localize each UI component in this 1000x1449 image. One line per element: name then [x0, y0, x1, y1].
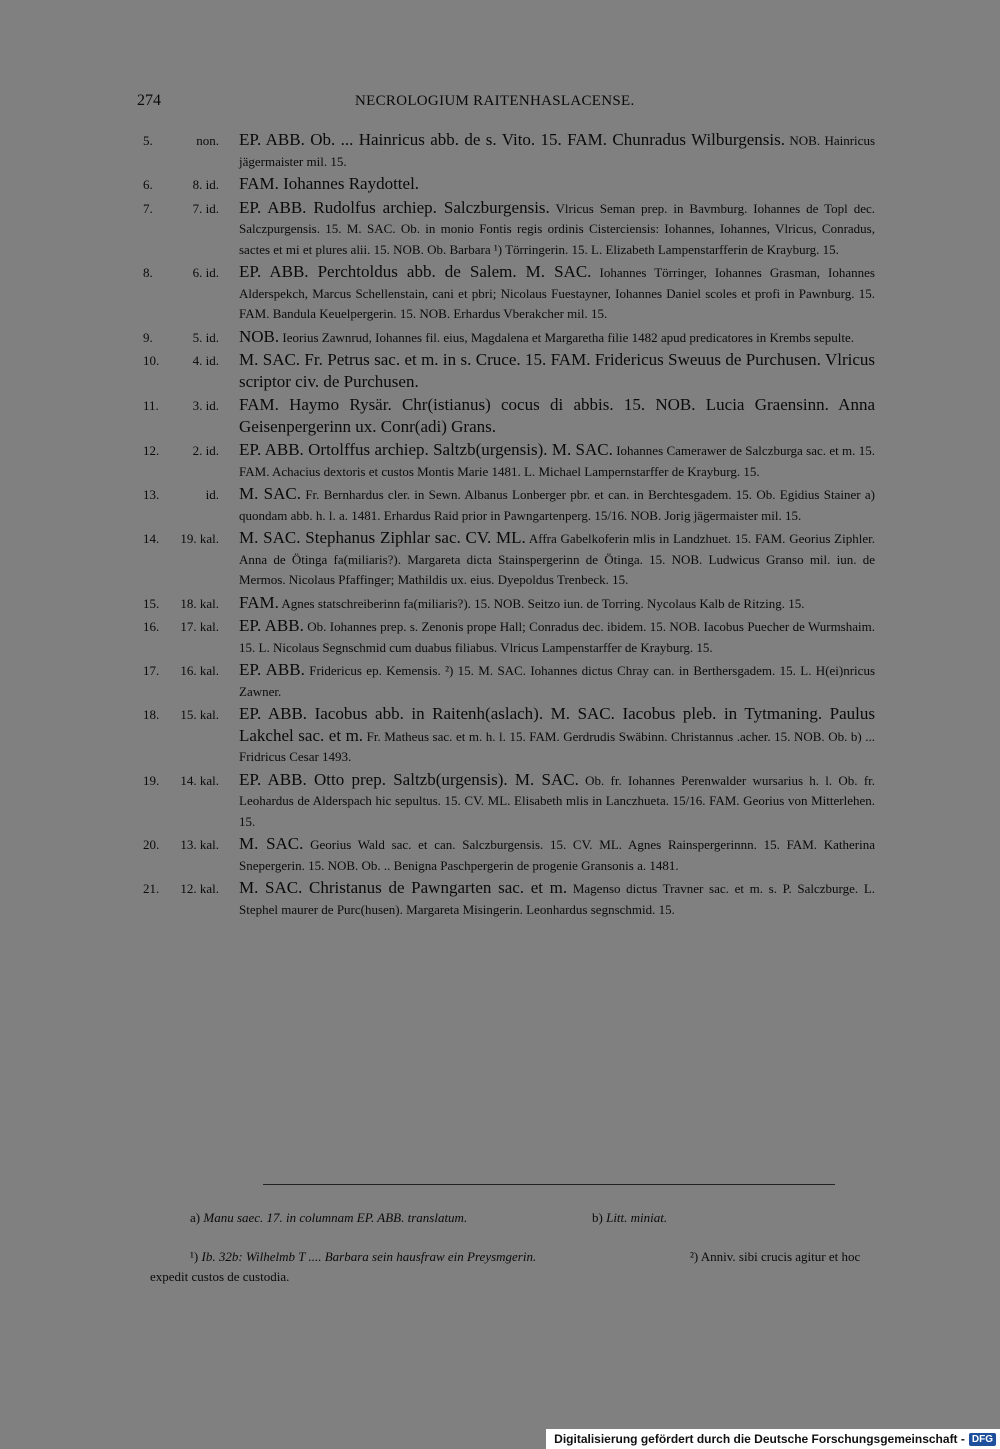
entry-row — [0, 770, 1000, 833]
entry-number: 10. — [143, 353, 160, 368]
dfg-banner[interactable] — [546, 1429, 1000, 1449]
entry-lead: EP. ABB. — [239, 660, 305, 679]
entry-number: 9. — [143, 329, 153, 345]
entry-row — [0, 350, 1000, 393]
entry-lead: M. SAC. Fr. Petrus sac. et m. in s. Cruce. 15. FAM. Fridericus Sweuus de Purchusen. Vlricus scriptor civ. de Purchusen. — [239, 350, 875, 391]
entry-number: 6. — [143, 177, 153, 192]
entry-number: 11. — [143, 398, 159, 413]
entry-row — [0, 704, 1000, 768]
entry-lead: EP. ABB. Perchtoldus abb. de Salem. M. SAC. — [239, 262, 592, 281]
entry-date: 19. kal. — [180, 531, 219, 546]
footnote-2-text: Anniv. sibi crucis agitur et hoc expedit custos de custodia. — [150, 1249, 861, 1284]
footnote-1-text: Ib. 32b: Wilhelmb T .... Barbara sein hausfraw ein Preysmgerin. — [201, 1249, 537, 1264]
page-number: 274 — [137, 92, 161, 109]
entry-text — [239, 395, 875, 438]
entry-text — [239, 704, 875, 768]
entry-body: Magenso dictus Travner sac. et m. s. P. Salczburge. L. Stephel maurer de Purc(husen). Margareta Misingerin. Leonhardus segnschmid. 15. — [239, 881, 876, 917]
entry-date: 16. kal. — [180, 663, 219, 678]
footnote-2 — [150, 1247, 880, 1287]
entry-text — [239, 878, 875, 920]
footnote-b — [592, 1208, 667, 1228]
entry-body: Fr. Bernhardus cler. in Sewn. Albanus Lonberger pbr. et can. in Berchtesgadem. 15. Ob. Egidius Stainer a) quondam abb. h. l. a. 1481. Erhardus Raid prior in Pawngartenperg. 15/16. NOB. Jorig jägermaister mil. 15. — [239, 487, 876, 523]
dfg-banner-text: Digitalisierung gefördert durch die Deutsche Forschungsgemeinschaft - — [554, 1432, 965, 1446]
dfg-logo: DFG — [969, 1433, 996, 1446]
entry-text — [239, 327, 875, 349]
entry-date: 15. kal. — [180, 707, 219, 722]
entry-date: 2. id. — [192, 443, 219, 458]
entry-lead: EP. ABB. Ortolffus archiep. Saltzb(urgensis). M. SAC. — [239, 440, 613, 459]
entry-lead: EP. ABB. Iacobus abb. in Raitenh(aslach). M. SAC. Iacobus pleb. in Tytmaning. Paulus Lakchel sac. et m. — [239, 704, 875, 745]
entry-body: Ob. Iohannes prep. s. Zenonis prope Hall; Conradus dec. ibidem. 15. NOB. Iacobus Puecher de Wurmshaim. 15. L. Nicolaus Segnschmid cum duabus filiabus. Vlricus Lampenstarffer de Krayburg. 15. — [239, 619, 875, 655]
entry-body: Iohannes Törringer, Iohannes Grasman, Iohannes Alderspekch, Marcus Schellenstain, cani et pbri; Nicolaus Fuestayner, Iohannes Daniel scoles et profi in Pawnburg. 15. FAM. Bandula Keuelpergerin. 15. NOB. Erhardus Vberakcher mil. 15. — [239, 265, 875, 321]
entry-body: Iohannes Camerawer de Salczburga sac. et m. 15. FAM. Achacius dextoris et custos Montis Marie 1481. L. Michael Lampernstarffer de Krayburg. 15. — [239, 443, 875, 479]
entry-lead: M. SAC. — [239, 484, 301, 503]
entry-text — [239, 198, 875, 261]
entry-row — [0, 130, 1000, 172]
running-title: NECROLOGIUM RAITENHASLACENSE. — [355, 93, 635, 109]
entry-row — [0, 878, 1000, 920]
entry-text — [239, 174, 875, 196]
entry-lead: FAM. Iohannes Raydottel. — [239, 174, 420, 193]
entry-number: 14. — [143, 531, 160, 546]
entry-number: 19. — [143, 772, 160, 788]
entry-row — [0, 528, 1000, 591]
entry-date: 18. kal. — [180, 595, 219, 611]
entry-date: 5. id. — [192, 329, 219, 345]
entry-lead: EP. ABB. Ob. ... Hainricus abb. de s. Vito. 15. FAM. Chunradus Wilburgensis. — [239, 130, 786, 149]
entry-row — [0, 616, 1000, 658]
entry-body: Affra Gabelkoferin mlis in Landzhuet. 15. FAM. Georius Ziphler. Anna de Ötinga fa(miliaris?). Margareta dicta Stainspergerinn de Ötinga. 15. NOB. Ludwicus Granso mil. iun. de Mermos. Nicolaus Pfaffinger; Mathildis ux. eius. Dyepoldus Trenbeck. 15. — [239, 531, 875, 587]
entry-date: 17. kal. — [180, 619, 219, 634]
entry-date: 13. kal. — [180, 837, 219, 852]
entry-lead: FAM. Haymo Rysär. Chr(istianus) cocus di abbis. 15. NOB. Lucia Graensinn. Anna Geisenpergerinn ux. Conr(adi) Grans. — [239, 395, 875, 436]
entries-list — [0, 130, 1000, 922]
entry-number: 8. — [143, 265, 153, 280]
footnote-a-marker: a) — [190, 1210, 201, 1225]
entry-number: 21. — [143, 881, 160, 896]
entry-number: 20. — [143, 837, 160, 852]
entry-number: 5. — [143, 133, 153, 148]
entry-date: 8. id. — [192, 177, 219, 192]
entry-lead: M. SAC. — [239, 834, 304, 853]
footnote-a — [190, 1208, 467, 1228]
entry-text — [239, 484, 875, 526]
entry-row — [0, 834, 1000, 876]
entry-row — [0, 198, 1000, 261]
entry-number: 12. — [143, 443, 160, 458]
entry-body: Vlricus Seman prep. in Bavmburg. Iohannes de Topl dec. Salczpurgensis. 15. M. SAC. Ob. in monio Fontis regis ordinis Cisterciensis: Iohannes, Iohannes, Vlricus, Conradus, sactes et mi et plures alii. 15. NOB. Ob. Barbara ¹) Törringerin. 15. L. Elizabeth Lampenstarfferin de Krayburg. 15. — [239, 200, 876, 257]
entry-text — [239, 660, 875, 702]
entry-date: 3. id. — [192, 398, 219, 413]
entry-number: 13. — [143, 487, 160, 502]
entry-date: 12. kal. — [180, 881, 219, 896]
entry-number: 16. — [143, 619, 160, 634]
entry-text — [239, 593, 875, 615]
entry-text — [239, 440, 875, 482]
entry-lead: FAM. — [239, 592, 279, 612]
entry-number: 15. — [143, 595, 160, 611]
entry-body: Ieorius Zawnrud, Iohannes fil. eius, Magdalena et Margaretha filie 1482 apud predicatores in Krembs sepulte. — [282, 329, 854, 345]
entry-lead: EP. ABB. — [239, 616, 304, 635]
entry-text — [239, 834, 875, 876]
entry-row — [0, 327, 1000, 349]
entry-body: Ob. fr. Iohannes Perenwalder wursarius h. l. Ob. fr. Leohardus de Alderspach hic sepultus. 15. CV. ML. Elisabeth mlis in Lanczhueta. 15/16. FAM. Georius von Mitterlehen. 15. — [239, 772, 876, 829]
entry-row — [0, 174, 1000, 196]
entry-body: Fr. Matheus sac. et m. h. l. 15. FAM. Gerdrudis Swäbinn. Christannus .acher. 15. NOB. Ob. b) ... Fridricus Cesar 1493. — [239, 728, 875, 764]
footnote-a-text: Manu saec. 17. in columnam EP. ABB. translatum. — [203, 1210, 468, 1225]
entry-date: 14. kal. — [180, 772, 219, 788]
footnote-b-marker: b) — [592, 1210, 603, 1225]
entry-date: 7. id. — [192, 200, 219, 216]
entry-text — [239, 616, 875, 658]
entry-row — [0, 262, 1000, 325]
entry-date: id. — [205, 487, 219, 502]
footnote-b-text: Litt. miniat. — [606, 1210, 668, 1225]
entry-text — [239, 350, 875, 393]
entry-body: NOB. Hainricus jägermaister mil. 15. — [239, 133, 875, 169]
entry-number: 7. — [143, 200, 153, 216]
entry-lead: M. SAC. Christanus de Pawngarten sac. et m. — [239, 878, 568, 897]
entry-body: Fridericus ep. Kemensis. ²) 15. M. SAC. Iohannes dictus Chray can. in Berthersgadem. 15. L. H(ei)nricus Zawner. — [239, 663, 876, 699]
entry-row — [0, 593, 1000, 615]
entry-body: Georius Wald sac. et can. Salczburgensis. 15. CV. ML. Agnes Rainspergerinnn. 15. FAM. Katherina Snepergerin. 15. NOB. Ob. .. Benigna Paschpergerin de progenie Gransonis a. 1481. — [239, 837, 875, 873]
entry-body: Agnes statschreiberinn fa(miliaris?). 15. NOB. Seitzo iun. de Torring. Nycolaus Kalb de Ritzing. 15. — [281, 595, 805, 611]
footnote-rule — [263, 1184, 835, 1185]
entry-date: 6. id. — [192, 265, 219, 280]
entry-date: non. — [196, 133, 219, 148]
footnote-2-marker: ²) — [690, 1249, 699, 1264]
entry-lead: EP. ABB. Rudolfus archiep. Salczburgensis. — [239, 197, 550, 217]
entry-text — [239, 528, 875, 591]
entry-row — [0, 484, 1000, 526]
entry-lead: EP. ABB. Otto prep. Saltzb(urgensis). M. SAC. — [239, 769, 579, 789]
entry-lead: NOB. — [239, 326, 280, 346]
entry-row — [0, 660, 1000, 702]
entry-text — [239, 262, 875, 325]
entry-number: 18. — [143, 707, 160, 722]
entry-text — [239, 770, 875, 833]
entry-row — [0, 395, 1000, 438]
entry-text — [239, 130, 875, 172]
entry-number: 17. — [143, 663, 160, 678]
entry-date: 4. id. — [192, 353, 219, 368]
footnote-1-marker: ¹) — [190, 1249, 199, 1264]
entry-row — [0, 440, 1000, 482]
entry-lead: M. SAC. Stephanus Ziphlar sac. CV. ML. — [239, 528, 526, 547]
